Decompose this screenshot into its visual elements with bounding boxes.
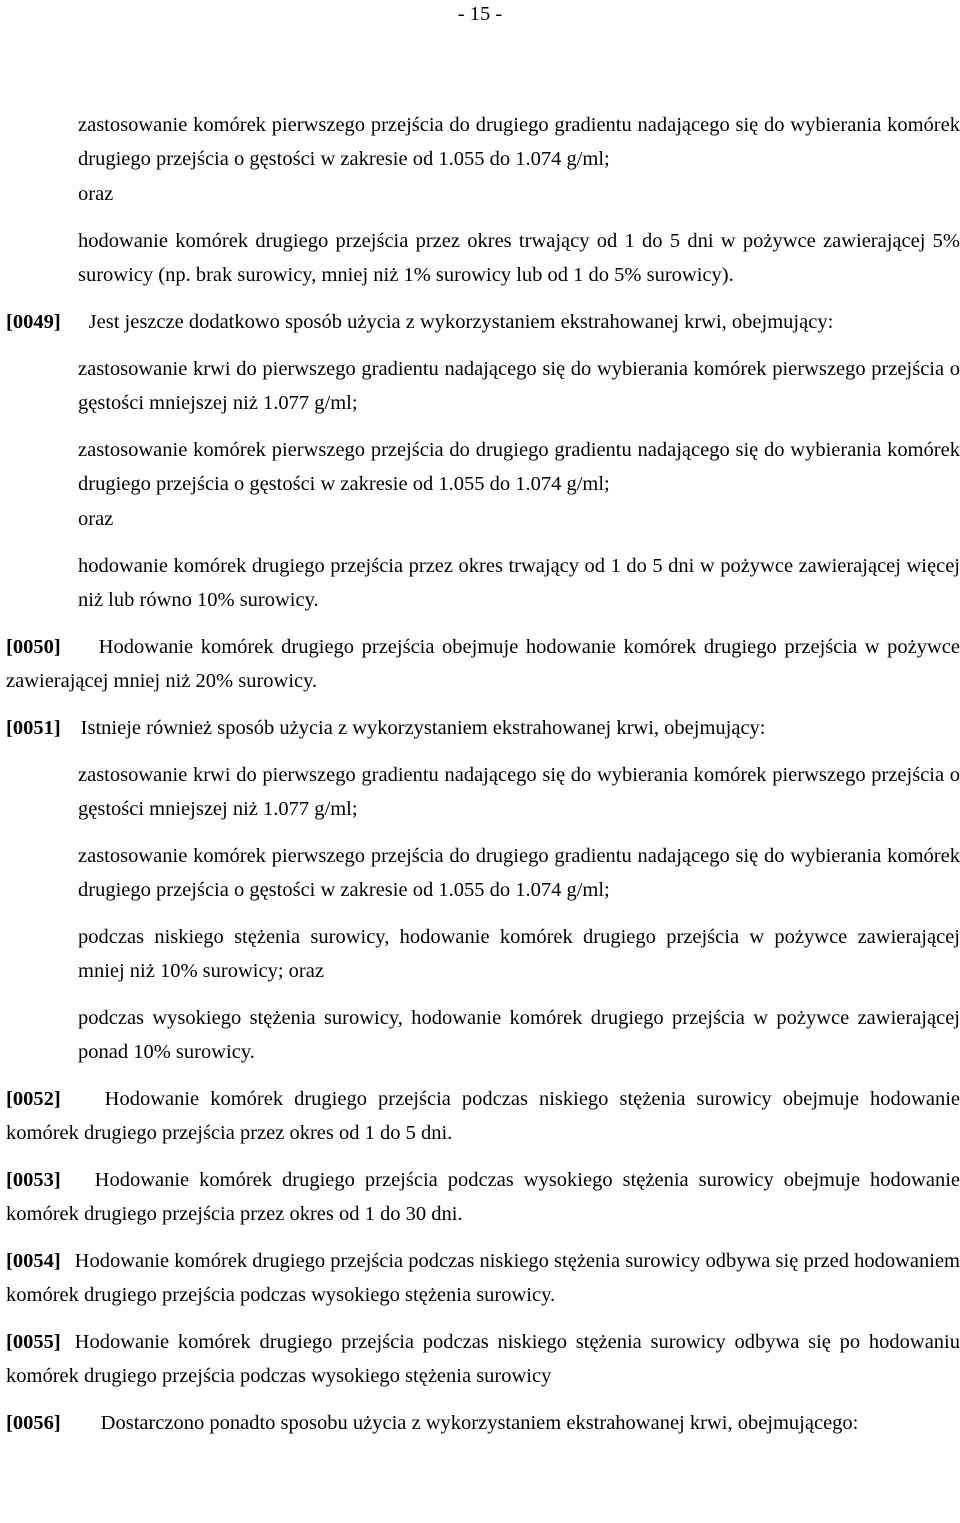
page-number: - 15 - [457,3,503,25]
paragraph-0055 [6,1325,960,1393]
list-item: zastosowanie krwi do pierwszego gradientu nadającego się do wybierania komórek pierwszego przejścia o gęstości mniejszej niż 1.077 g/ml; [78,764,960,820]
paragraph-text: Hodowanie komórek drugiego przejścia podczas niskiego stężenia surowicy odbywa się po hodowaniu komórek drugiego przejścia podczas wysokiego stężenia surowicy [6,1331,960,1387]
paragraph-0052 [6,1082,960,1150]
conjunction: oraz [78,183,114,205]
paragraph-text: Hodowanie komórek drugiego przejścia podczas niskiego stężenia surowicy obejmuje hodowanie komórek drugiego przejścia przez okres od 1 do 5 dni. [6,1088,960,1144]
paragraph-0049 [6,305,960,339]
paragraph-0054 [6,1244,960,1312]
paragraph-text: Hodowanie komórek drugiego przejścia podczas niskiego stężenia surowicy odbywa się przed hodowaniem komórek drugiego przejścia podczas wysokiego stężenia surowicy. [6,1250,960,1306]
paragraph-number: [0050] [6,636,61,658]
paragraph-number: [0052] [6,1088,61,1110]
paragraph-0056 [6,1406,960,1440]
paragraph-number: [0055] [6,1331,61,1353]
list-item: podczas niskiego stężenia surowicy, hodowanie komórek drugiego przejścia w pożywce zawierającej mniej niż 10% surowicy; oraz [78,926,960,982]
list-item: zastosowanie krwi do pierwszego gradientu nadającego się do wybierania komórek pierwszego przejścia o gęstości mniejszej niż 1.077 g/ml; [78,358,960,414]
paragraph-number: [0053] [6,1169,61,1191]
paragraph-number: [0049] [6,311,61,333]
list-item: podczas wysokiego stężenia surowicy, hodowanie komórek drugiego przejścia w pożywce zawierającej ponad 10% surowicy. [78,1007,960,1063]
paragraph-text: Jest jeszcze dodatkowo sposób użycia z wykorzystaniem ekstrahowanej krwi, obejmujący: [88,311,834,333]
paragraph-text: Istnieje również sposób użycia z wykorzystaniem ekstrahowanej krwi, obejmujący: [80,717,766,739]
paragraph-number: [0056] [6,1412,61,1434]
paragraph-text: Hodowanie komórek drugiego przejścia podczas wysokiego stężenia surowicy obejmuje hodowanie komórek drugiego przejścia przez okres od 1 do 30 dni. [6,1169,960,1225]
list-item: zastosowanie komórek pierwszego przejścia do drugiego gradientu nadającego się do wybierania komórek drugiego przejścia o gęstości w zakresie od 1.055 do 1.074 g/ml; [78,114,960,170]
list-item: hodowanie komórek drugiego przejścia przez okres trwający od 1 do 5 dni w pożywce zawierającej 5% surowicy (np. brak surowicy, mniej niż 1% surowicy lub od 1 do 5% surowicy). [78,230,960,286]
paragraph-text: Dostarczono ponadto sposobu użycia z wykorzystaniem ekstrahowanej krwi, obejmującego: [100,1412,859,1434]
paragraph-0051 [6,711,960,745]
list-item: hodowanie komórek drugiego przejścia przez okres trwający od 1 do 5 dni w pożywce zawierającej więcej niż lub równo 10% surowicy. [78,555,960,611]
list-item: zastosowanie komórek pierwszego przejścia do drugiego gradientu nadającego się do wybierania komórek drugiego przejścia o gęstości w zakresie od 1.055 do 1.074 g/ml; [78,439,960,495]
paragraph-number: [0051] [6,717,61,739]
paragraph-text: Hodowanie komórek drugiego przejścia obejmuje hodowanie komórek drugiego przejścia w pożywce zawierającej mniej niż 20% surowicy. [6,636,960,692]
conjunction: oraz [78,508,114,530]
paragraph-0053 [6,1163,960,1231]
document-body [6,108,960,1453]
paragraph-0050 [6,630,960,698]
paragraph-number: [0054] [6,1250,61,1272]
list-item: zastosowanie komórek pierwszego przejścia do drugiego gradientu nadającego się do wybierania komórek drugiego przejścia o gęstości w zakresie od 1.055 do 1.074 g/ml; [78,845,960,901]
